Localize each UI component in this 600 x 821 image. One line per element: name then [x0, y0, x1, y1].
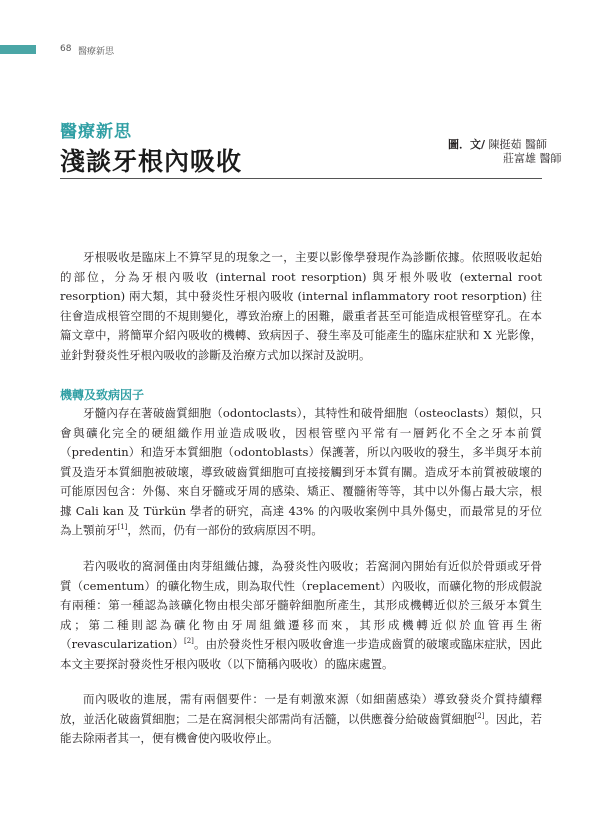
article-title: 淺談牙根內吸收 [60, 147, 243, 176]
paragraph-text: 。因此，若能去除兩者其一，便有機會使內吸收停止。 [60, 711, 543, 745]
paragraph-text: 若內吸收的窩洞僅由肉芽組織佔據，為發炎性內吸收；若窩洞內開始有近似於骨頭或牙骨質（cementum）的礦化物生成，則為取代性（replacement）內吸收，而礦化物的形成假說有兩種：第一種認為該礦化物由根尖部牙髓幹細胞所產生，其形成機轉近似於三級牙本質生成；第二種則認為礦化物由牙周組織遷移而來，其形成機轉近似於血管再生術（revascularization） [60, 559, 542, 651]
paragraph-text: ，然而，仍有一部份的致病原因不明。 [127, 523, 323, 537]
author-credit: 圖．文/ [448, 138, 486, 151]
reference-mark: [2] [474, 711, 485, 720]
reference-mark: [1] [117, 523, 128, 532]
author-line-1 [448, 138, 562, 152]
header-accent-bar [0, 45, 36, 54]
running-title: 醫療新思 [78, 47, 115, 57]
paragraph-progression [60, 690, 542, 749]
section-label: 醫療新思 [60, 122, 132, 142]
paragraph-intro: 牙根吸收是臨床上不算罕見的現象之一，主要以影像學發現作為診斷依據。依照吸收起始的部位，分為牙根內吸收 (internal root resorption) 與牙根外吸收 (external root resorption) 兩大類，其中發炎性牙根內吸收 (internal inflammatory root resorption) 往往會造成根管空間的不規則變化，導致治療上的困難，嚴重者甚至可能造成根管壁穿孔。在本篇文章中，將簡單介紹內吸收的機轉、致病因子、發生率及可能產生的臨床症狀和 X 光影像，並針對發炎性牙根內吸收的診斷及治療方式加以探討及說明。 [60, 250, 542, 362]
section-heading: 機轉及致病因子 [60, 388, 145, 402]
paragraph-classification [60, 557, 542, 674]
paragraph-text: 。由於發炎性牙根內吸收會進一步造成齒質的破壞或臨床症狀，因此本文主要探討發炎性牙根內吸收（以下簡稱內吸收）的臨床處置。 [60, 637, 542, 671]
paragraph-mechanism [60, 404, 542, 541]
paragraph-text: 而內吸收的進展，需有兩個要件：一是有刺激來源（如細菌感染）導致發炎介質持續釋放，並活化破齒質細胞；二是在窩洞根尖部需尚有活髓，以供應養分給破齒質細胞 [60, 692, 542, 726]
paragraph-text: 牙髓內存在著破齒質細胞（odontoclasts），其特性和破骨細胞（osteoclasts）類似，只會與礦化完全的硬組織作用並造成吸收，因根管壁內平常有一層鈣化不全之牙本前質（predentin）和造牙本質細胞（odontoblasts）保護著，所以內吸收的發生，多半與牙本前質及造牙本質細胞被破壞，導致破齒質細胞可直接接觸到牙本質有關。造成牙本前質被破壞的可能原因包含：外傷、來自牙髓或牙周的感染、矯正、覆髓術等等，其中以外傷占最大宗，根據 Cali kan 及 Türkün 學者的研究，高達 43% 的內吸收案例中具外傷史，而最常見的牙位為上顎前牙 [60, 406, 542, 537]
title-divider [60, 178, 542, 179]
author-name-2: 莊富雄 醫師 [503, 152, 562, 165]
reference-mark: [2] [183, 637, 194, 646]
author-block [448, 138, 562, 166]
author-name-1: 陳挺茹 醫師 [488, 138, 548, 151]
page-number: 68 [60, 44, 72, 54]
